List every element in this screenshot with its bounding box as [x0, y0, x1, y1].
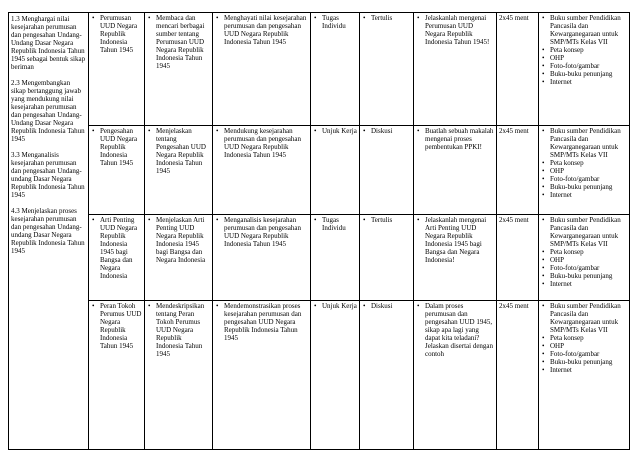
- kegiatan-text: • Menjelaskan Arti Penting UUD Negara Republik Indonesia 1945 bagi Bangsa dan Negara Indonesia: [147, 216, 210, 264]
- cell-materi: [89, 301, 145, 450]
- materi-text: • Pengesahan UUD Negara Republik Indonesia Tahun 1945: [91, 127, 142, 167]
- cell-materi: [89, 215, 145, 301]
- cell-bentuk: [311, 215, 360, 301]
- bentuk-text: • Unjuk Kerja: [313, 302, 357, 310]
- cell-bentuk: [311, 13, 360, 126]
- cell-sumber: [539, 301, 630, 450]
- cell-teknik: [360, 13, 414, 126]
- kd-4-3: 4.3 Menjelaskan proses kesejarahan perumusan dan pengesahan Undang-undang Dasar Negara Republik Indonesia Tahun 1945: [11, 207, 85, 255]
- table-row: [89, 215, 630, 301]
- sumber-item: • Foto-foto/gambar: [541, 62, 627, 70]
- indikator-text: • Mendukung kesejarahan perumusan dan pengesahan UUD Negara Republik Indonesia Tahun 1945: [215, 127, 308, 159]
- cell-bentuk: [311, 301, 360, 450]
- cell-sumber: [539, 126, 630, 215]
- waktu-text: 2x45 ment: [499, 127, 529, 135]
- cell-teknik: [360, 215, 414, 301]
- sumber-item: • OHP: [541, 54, 627, 62]
- sumber-item: • Buku-buku penunjang: [541, 183, 627, 191]
- sumber-item: • Buku-buku penunjang: [541, 358, 627, 366]
- materi-text: • Peran Tokoh Perumus UUD Negara Republik Indonesia Tahun 1945: [91, 302, 142, 350]
- sumber-item: • Buku-buku penunjang: [541, 272, 627, 280]
- kegiatan-text: • Membaca dan mencari berbagai sumber tentang Perumusan UUD Negara Republik Indonesia Tahun 1945: [147, 14, 210, 70]
- cell-kegiatan: [145, 301, 213, 450]
- cell-waktu: [497, 215, 539, 301]
- cell-instrumen: [414, 13, 497, 126]
- sumber-item: • Peta konsep: [541, 248, 627, 256]
- cell-instrumen: [414, 301, 497, 450]
- materi-text: • Arti Penting UUD Negara Republik Indonesia 1945 bagi Bangsa dan Negara Indonesia: [91, 216, 142, 280]
- bentuk-text: • Tugas Individu: [313, 14, 357, 30]
- table-row: [89, 301, 630, 450]
- kompetensi-dasar-cell: [8, 12, 88, 450]
- table-row: [89, 13, 630, 126]
- materi-text: • Perumusan UUD Negara Republik Indonesia Tahun 1945: [91, 14, 142, 54]
- cell-indikator: [213, 126, 311, 215]
- teknik-text: • Tertulis: [362, 14, 411, 22]
- sumber-item: • OHP: [541, 167, 627, 175]
- sumber-item: • Foto-foto/gambar: [541, 264, 627, 272]
- kegiatan-text: • Mendeskripsikan tentang Peran Tokoh Perumus UUD Negara Republik Indonesia Tahun 1945: [147, 302, 210, 358]
- bentuk-text: • Tugas Individu: [313, 216, 357, 232]
- kd-3-3: 3.3 Menganalisis kesejarahan perumusan dan pengesahan Undang-undang Dasar Negara Republik Indonesia Tahun 1945: [11, 151, 85, 199]
- sumber-item: • Internet: [541, 191, 627, 199]
- instrumen-text: • Buatlah sebuah makalah mengenai proses pembentukan PPKI!: [416, 127, 494, 151]
- kd-1-3: 1.3 Menghargai nilai kesejarahan perumusan dan pengesahan Undang-Undang Dasar Negara Republik Indonesia Tahun 1945 sebagai bentuk sikap beriman: [11, 15, 86, 71]
- sumber-item: • Peta konsep: [541, 334, 627, 342]
- sumber-item: • Peta konsep: [541, 46, 627, 54]
- sumber-item: • Internet: [541, 280, 627, 288]
- indikator-text: • Menganalisis kesejarahan perumusan dan pengesahan UUD Negara Republik Indonesia Tahun 1945: [215, 216, 308, 248]
- cell-sumber: [539, 215, 630, 301]
- waktu-text: 2x45 ment: [499, 302, 529, 310]
- cell-indikator: [213, 13, 311, 126]
- cell-waktu: [497, 126, 539, 215]
- table-row: [89, 126, 630, 215]
- sumber-item: • Foto-foto/gambar: [541, 350, 627, 358]
- cell-teknik: [360, 301, 414, 450]
- cell-bentuk: [311, 126, 360, 215]
- silabus-table: [88, 12, 630, 450]
- teknik-text: • Tertulis: [362, 216, 411, 224]
- cell-sumber: [539, 13, 630, 126]
- cell-waktu: [497, 13, 539, 126]
- sumber-item: • Buku sumber Pendidikan Pancasila dan Kewarganegaraan untuk SMP/MTs Kelas VII: [541, 302, 627, 334]
- sumber-item: • Peta konsep: [541, 159, 627, 167]
- cell-teknik: [360, 126, 414, 215]
- sumber-item: • Internet: [541, 366, 627, 374]
- teknik-text: • Diskusi: [362, 302, 411, 310]
- cell-kegiatan: [145, 126, 213, 215]
- cell-kegiatan: [145, 13, 213, 126]
- cell-materi: [89, 126, 145, 215]
- indikator-text: • Menghayati nilai kesejarahan perumusan dan pengesahan UUD Negara Republik Indonesia Tahun 1945: [215, 14, 308, 46]
- sumber-item: • OHP: [541, 256, 627, 264]
- cell-waktu: [497, 301, 539, 450]
- indikator-text: • Mendemonstrasikan proses kesejarahan perumusan dan pengesahan UUD Negara Republik Indonesia Tahun 1945: [215, 302, 308, 342]
- sumber-item: • Buku sumber Pendidikan Pancasila dan Kewarganegaraan untuk SMP/MTs Kelas VII: [541, 127, 627, 159]
- instrumen-text: • Dalam proses perumusan dan pengesahan UUD 1945, sikap apa lagi yang dapat kita teladani? Jelaskan disertai dengan contoh: [416, 302, 494, 358]
- instrumen-text: • Jelaskanlah mengenai Perumusan UUD Negara Republik Indonesia Tahun 1945!: [416, 14, 494, 46]
- teknik-text: • Diskusi: [362, 127, 411, 135]
- sumber-item: • Buku-buku penunjang: [541, 70, 627, 78]
- cell-kegiatan: [145, 215, 213, 301]
- sumber-item: • OHP: [541, 342, 627, 350]
- instrumen-text: • Jelaskanlah mengenai Arti Penting UUD Negara Republik Indonesia 1945 bagi Bangsa dan Negara Indonesia!: [416, 216, 494, 264]
- cell-instrumen: [414, 126, 497, 215]
- sumber-item: • Foto-foto/gambar: [541, 175, 627, 183]
- cell-instrumen: [414, 215, 497, 301]
- waktu-text: 2x45 ment: [499, 216, 529, 224]
- cell-indikator: [213, 301, 311, 450]
- bentuk-text: • Unjuk Kerja: [313, 127, 357, 135]
- cell-materi: [89, 13, 145, 126]
- cell-indikator: [213, 215, 311, 301]
- sumber-item: • Buku sumber Pendidikan Pancasila dan Kewarganegaraan untuk SMP/MTs Kelas VII: [541, 14, 627, 46]
- kegiatan-text: • Menjelaskan tentang Pengesahan UUD Negara Republik Indonesia Tahun 1945: [147, 127, 210, 175]
- sumber-item: • Internet: [541, 78, 627, 86]
- sumber-item: • Buku sumber Pendidikan Pancasila dan Kewarganegaraan untuk SMP/MTs Kelas VII: [541, 216, 627, 248]
- kd-2-3: 2.3 Mengembangkan sikap bertanggung jawab yang mendukung nilai kesejarahan perumusan dan pengesahan Undang-Undang Dasar Negara Republik Indonesia Tahun 1945: [11, 79, 85, 143]
- waktu-text: 2x45 ment: [499, 14, 529, 22]
